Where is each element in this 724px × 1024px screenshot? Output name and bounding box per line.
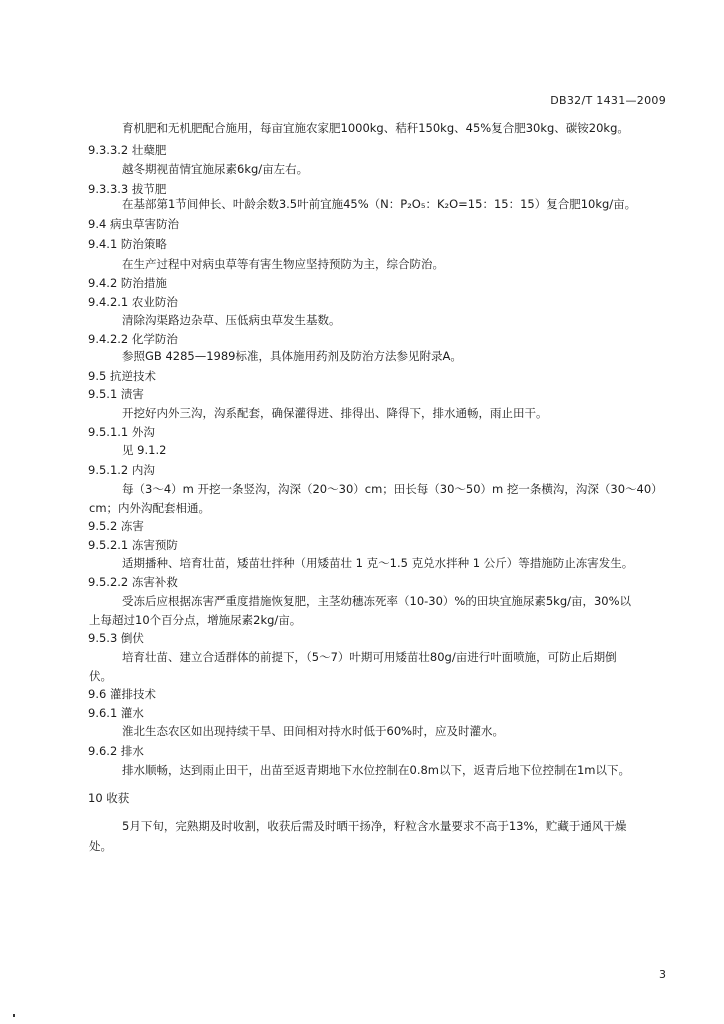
section-heading: 9.6 灌排技术 — [88, 687, 156, 701]
section-heading: 9.6.1 灌水 — [88, 706, 144, 720]
body-line: 淮北生态农区如出现持续干旱、田间相对持水时低于60%时，应及时灌水。 — [122, 724, 505, 738]
section-heading: 9.5.1.2 内沟 — [88, 463, 155, 477]
body-line: 排水顺畅，达到雨止田干，出苗至返青期地下水位控制在0.8m以下，返青后地下位控制在1m以下。 — [122, 763, 631, 777]
body-line: 5月下旬，完熟期及时收割，收获后需及时晒干扬净，籽粒含水量要求不高于13%，贮藏于通风干燥 — [122, 819, 627, 833]
section-heading: 9.4.2.1 农业防治 — [88, 295, 178, 309]
body-line: 伏。 — [89, 669, 112, 683]
body-line: 清除沟渠路边杂草、压低病虫草发生基数。 — [122, 313, 341, 327]
body-line: 受冻后应根据冻害严重度措施恢复肥，主茎幼穗冻死率（10-30）%的田块宜施尿素5kg/亩，30%以 — [122, 594, 632, 608]
section-heading: 9.5.3 倒伏 — [88, 631, 144, 645]
body-line: 每（3～4）m 开挖一条竖沟，沟深（20～30）cm；田长每（30～50）m 挖一条横沟，沟深（30～40） — [122, 482, 663, 496]
standard-code: DB32/T 1431—2009 — [550, 94, 666, 107]
body-line: 在生产过程中对病虫草等有害生物应坚持预防为主，综合防治。 — [122, 257, 444, 271]
section-heading: 9.4.2 防治措施 — [88, 276, 167, 290]
body-line: 培育壮苗、建立合适群体的前提下，（5～7）叶期可用矮苗壮80g/亩进行叶面喷施，可防止后期倒 — [122, 650, 617, 664]
body-line: 适期播种、培育壮苗，矮苗壮拌种（用矮苗壮 1 克～1.5 克兑水拌种 1 公斤）等措施防止冻害发生。 — [122, 556, 634, 570]
section-heading: 9.4.2.2 化学防治 — [88, 332, 178, 346]
section-heading: 9.4.1 防治策略 — [88, 237, 167, 251]
page-number: 3 — [659, 968, 666, 981]
section-heading: 9.3.3.2 壮蘖肥 — [88, 143, 167, 157]
body-line: 见 9.1.2 — [122, 443, 167, 457]
section-heading: 9.5.2 冻害 — [88, 519, 144, 533]
section-heading: 9.6.2 排水 — [88, 744, 144, 758]
section-heading: 9.5 抗逆技术 — [88, 369, 156, 383]
section-heading: 9.4 病虫草害防治 — [88, 217, 179, 231]
body-line: 上每超过10个百分点，增施尿素2kg/亩。 — [89, 613, 302, 627]
section-heading: 9.5.2.2 冻害补救 — [88, 575, 178, 589]
section-heading: 9.3.3.3 拔节肥 — [88, 182, 167, 196]
body-line: 育机肥和无机肥配合施用，每亩宜施农家肥1000kg、秸秆150kg、45%复合肥30kg、碳铵20kg。 — [122, 121, 629, 135]
body-line: 越冬期视苗情宜施尿素6kg/亩左右。 — [122, 162, 309, 176]
section-heading: 9.5.2.1 冻害预防 — [88, 538, 178, 552]
body-line: cm；内外沟配套相通。 — [89, 501, 211, 515]
section-heading: 10 收获 — [88, 791, 130, 805]
body-line: 在基部第1节间伸长、叶龄余数3.5叶前宜施45%（N：P₂O₅：K₂O=15：15：15）复合肥10kg/亩。 — [122, 197, 637, 211]
section-heading: 9.5.1 渍害 — [88, 387, 144, 401]
body-line: 处。 — [89, 839, 112, 853]
body-line: 开挖好内外三沟，沟系配套，确保灌得进、排得出、降得下，排水通畅，雨止田干。 — [122, 406, 548, 420]
section-heading: 9.5.1.1 外沟 — [88, 425, 155, 439]
body-line: 参照GB 4285—1989标准，具体施用药剂及防治方法参见附录A。 — [122, 349, 462, 363]
scan-artifact — [13, 1014, 15, 1017]
